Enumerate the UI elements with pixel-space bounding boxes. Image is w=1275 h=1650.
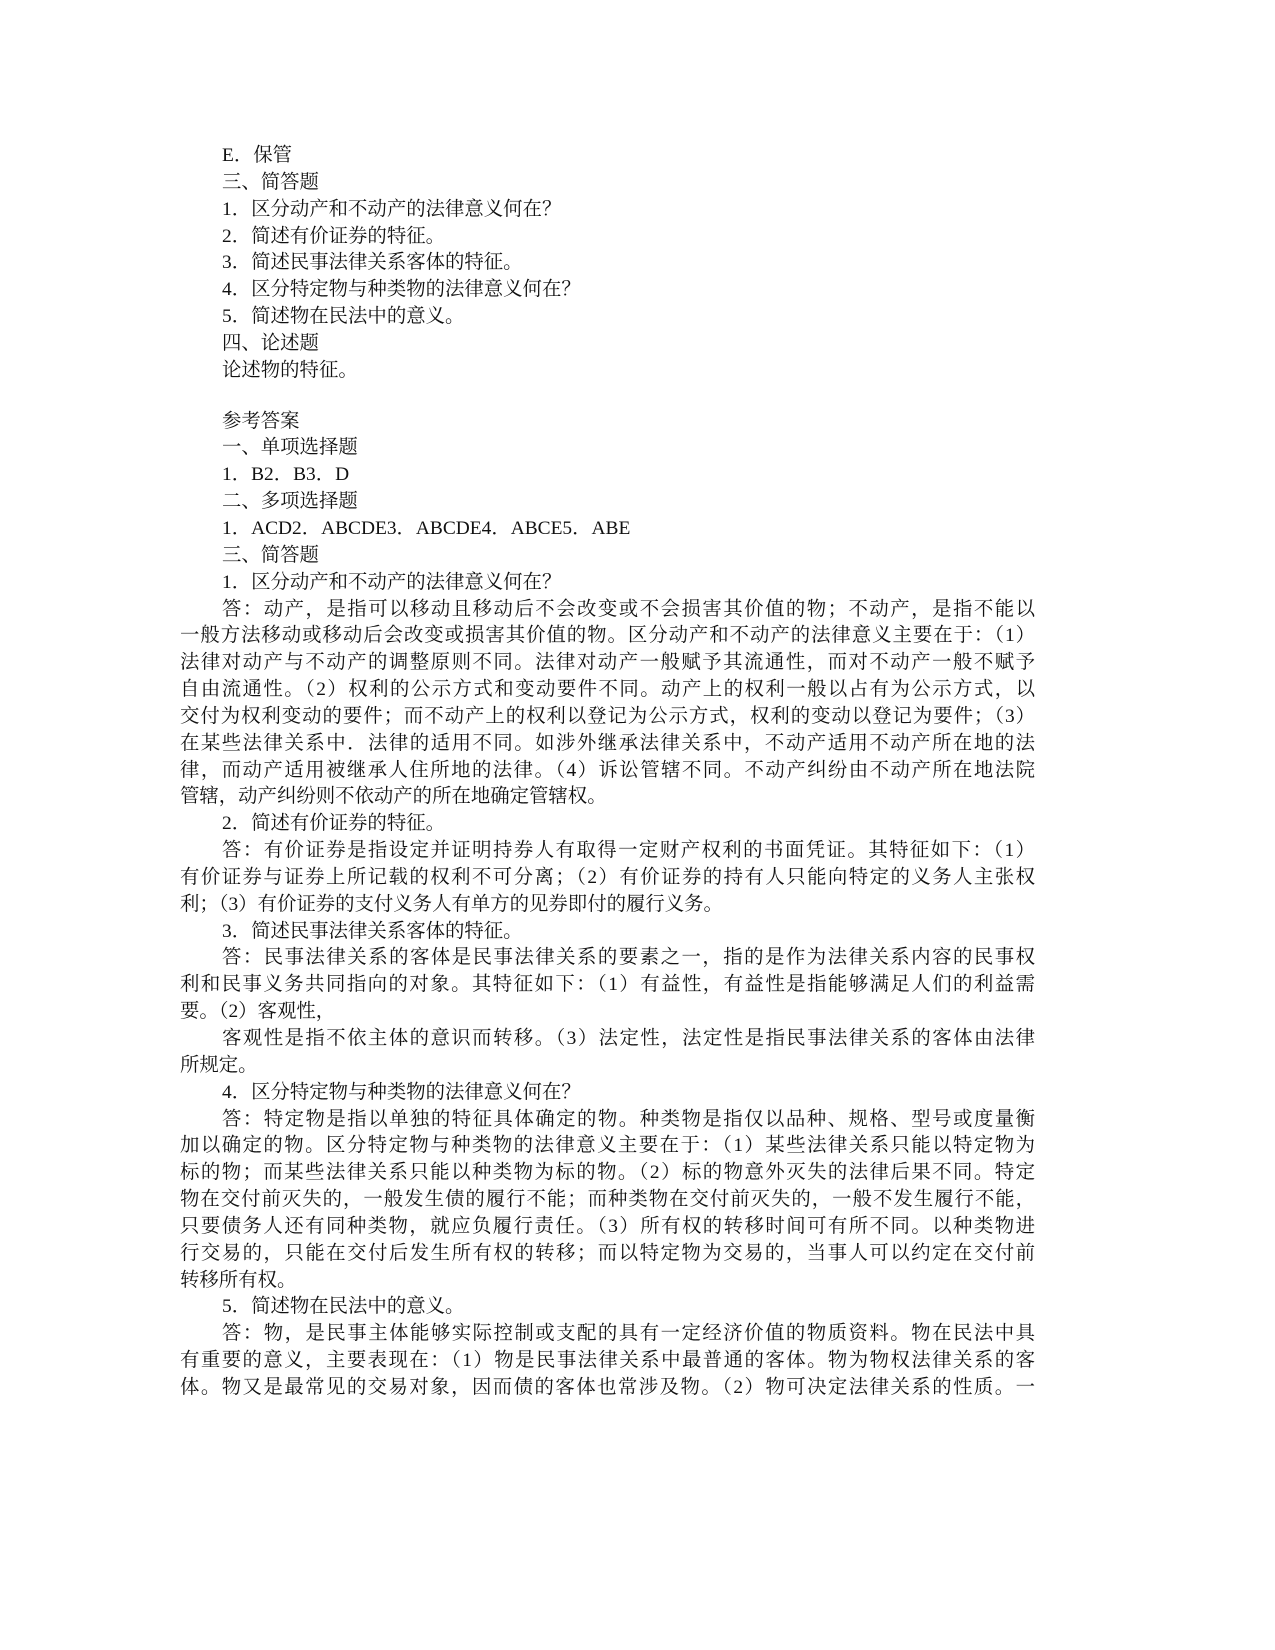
answer-line: 所规定。 — [180, 1054, 258, 1076]
multiple-choice-answers: 1．ACD2．ABCDE3．ABCDE4．ABCE5．ABE — [222, 517, 631, 539]
answer-line: 有重要的意义，主要表现在：（1）物是民事法律关系中最普通的客体。物为物权法律关系的客 — [180, 1350, 1035, 1372]
answer-line: 客观性是指不依主体的意识而转移。（3）法定性，法定性是指民事法律关系的客体由法律 — [222, 1028, 1035, 1049]
answer-question: 2．简述有价证券的特征。 — [222, 813, 445, 835]
answer-line: 管辖，动产纠纷则不依动产的所在地确定管辖权。 — [180, 786, 607, 808]
section-heading-short-answer-key: 三、简答题 — [222, 544, 319, 566]
question-item: 5．简述物在民法中的意义。 — [222, 306, 465, 328]
answer-line: 自由流通性。（2）权利的公示方式和变动要件不同。动产上的权利一般以占有为公示方式，以 — [180, 679, 1035, 701]
answer-key-heading: 参考答案 — [222, 410, 300, 432]
answer-line: 加以确定的物。区分特定物与种类物的法律意义主要在于：（1）某些法律关系只能以特定物为 — [180, 1135, 1035, 1157]
answer-line: 只要债务人还有同种类物，就应负履行责任。（3）所有权的转移时间可有所不同。以种类物进 — [180, 1215, 1035, 1237]
question-item: 3．简述民事法律关系客体的特征。 — [222, 252, 523, 274]
answer-line: 要。（2）客观性， — [180, 1001, 336, 1023]
blank-line — [180, 385, 1035, 409]
section-heading-single-choice: 一、单项选择题 — [222, 437, 358, 459]
question-item: 4．区分特定物与种类物的法律意义何在？ — [222, 279, 581, 301]
answer-question: 3．简述民事法律关系客体的特征。 — [222, 920, 523, 942]
answer-line: 利；（3）有价证券的支付义务人有单方的见券即付的履行义务。 — [180, 893, 723, 915]
question-item: 2．简述有价证券的特征。 — [222, 225, 445, 247]
answer-question: 1．区分动产和不动产的法律意义何在？ — [222, 571, 562, 593]
answer-line: 法律对动产与不动产的调整原则不同。法律对动产一般赋予其流通性，而对不动产一般不赋予 — [180, 652, 1035, 674]
answer-line: 行交易的，只能在交付后发生所有权的转移；而以特定物为交易的，当事人可以约定在交付前 — [180, 1242, 1035, 1264]
answer-line: 标的物；而某些法律关系只能以种类物为标的物。（2）标的物意外灭失的法律后果不同。特定 — [180, 1162, 1035, 1184]
answer-line: 答：特定物是指以单独的特征具体确定的物。种类物是指仅以品种、规格、型号或度量衡 — [222, 1108, 1035, 1130]
answer-line: 体。物又是最常见的交易对象，因而债的客体也常涉及物。（2）物可决定法律关系的性质。一 — [180, 1376, 1035, 1398]
question-item: 1．区分动产和不动产的法律意义何在？ — [222, 198, 562, 220]
section-heading-multiple-choice: 二、多项选择题 — [222, 491, 358, 513]
answer-line: 转移所有权。 — [180, 1269, 297, 1291]
answer-line: 在某些法律关系中．法律的适用不同。如涉外继承法律关系中，不动产适用不动产所在地的法 — [180, 732, 1035, 754]
document-page — [180, 143, 1035, 1402]
single-choice-answers: 1．B2．B3．D — [222, 464, 350, 486]
essay-question: 论述物的特征。 — [222, 359, 358, 381]
answer-line: 律，而动产适用被继承人住所地的法律。（4）诉讼管辖不同。不动产纠纷由不动产所在地法院 — [180, 759, 1035, 781]
answer-line: 答：民事法律关系的客体是民事法律关系的要素之一，指的是作为法律关系内容的民事权 — [222, 947, 1035, 969]
answer-question: 5．简述物在民法中的意义。 — [222, 1296, 465, 1318]
answer-line: 交付为权利变动的要件；而不动产上的权利以登记为公示方式，权利的变动以登记为要件；（3） — [180, 705, 1035, 727]
answer-line: 一般方法移动或移动后会改变或损害其价值的物。区分动产和不动产的法律意义主要在于：（1） — [180, 625, 1035, 647]
answer-line: 利和民事义务共同指向的对象。其特征如下：（1）有益性，有益性是指能够满足人们的利益需 — [180, 974, 1035, 996]
section-heading-short-answer: 三、简答题 — [222, 171, 319, 193]
answer-line: 物在交付前灭失的，一般发生债的履行不能；而种类物在交付前灭失的，一般不发生履行不能， — [180, 1189, 1035, 1211]
option-e: E．保管 — [222, 145, 293, 166]
answer-line: 答：物，是民事主体能够实际控制或支配的具有一定经济价值的物质资料。物在民法中具 — [222, 1323, 1035, 1345]
answer-line: 答：动产，是指可以移动且移动后不会改变或不会损害其价值的物；不动产，是指不能以 — [222, 598, 1035, 620]
answer-line: 答：有价证券是指设定并证明持券人有取得一定财产权利的书面凭证。其特征如下：（1） — [222, 840, 1035, 862]
answer-question: 4．区分特定物与种类物的法律意义何在？ — [222, 1081, 581, 1103]
section-heading-essay: 四、论述题 — [222, 332, 319, 354]
answer-line: 有价证券与证券上所记载的权利不可分离；（2）有价证券的持有人只能向特定的义务人主张权 — [180, 866, 1035, 888]
